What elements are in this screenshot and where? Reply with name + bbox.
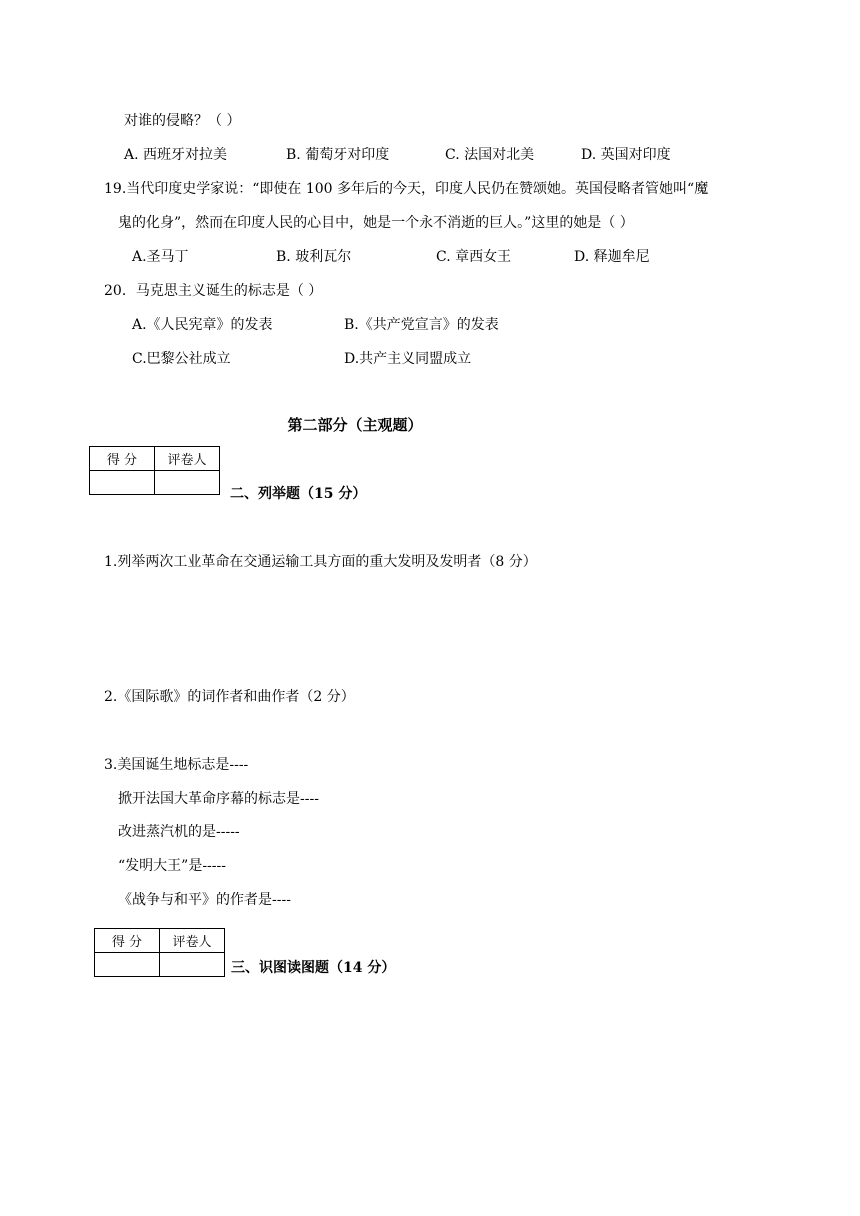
part-two-title: 第二部分（主观题） bbox=[287, 416, 423, 434]
q20-option-a: A.《人民宪章》的发表 bbox=[132, 317, 273, 333]
section2-q3-line3: 改进蒸汽机的是----- bbox=[118, 824, 240, 840]
score-label: 得 分 bbox=[95, 929, 160, 953]
q20-option-c: C.巴黎公社成立 bbox=[132, 351, 231, 367]
grader-label: 评卷人 bbox=[155, 447, 220, 471]
q19-stem-line2: 鬼的化身”，然而在印度人民的心目中，她是一个永不消逝的巨人。”这里的她是（ ） bbox=[118, 215, 634, 231]
section2-q2: 2.《国际歌》的词作者和曲作者（2 分） bbox=[104, 689, 355, 705]
section2-title: 二、列举题（15 分） bbox=[230, 486, 367, 502]
section2-q3-line4: “发明大王”是----- bbox=[118, 858, 226, 874]
q18-option-a: A. 西班牙对拉美 bbox=[124, 147, 228, 163]
q18-option-d: D. 英国对印度 bbox=[581, 147, 671, 163]
score-table-section2 bbox=[89, 446, 220, 495]
q19-option-a: A.圣马丁 bbox=[132, 249, 189, 265]
grader-cell bbox=[160, 953, 225, 977]
q19-option-c: C. 章西女王 bbox=[436, 249, 512, 265]
q20-option-b: B.《共产党宣言》的发表 bbox=[344, 317, 499, 333]
score-table-section3 bbox=[94, 928, 225, 977]
score-cell bbox=[90, 471, 155, 495]
q20-option-d: D.共产主义同盟成立 bbox=[344, 351, 472, 367]
q19-option-d: D. 释迦牟尼 bbox=[574, 249, 650, 265]
grader-label: 评卷人 bbox=[160, 929, 225, 953]
q19-stem-line1: 19.当代印度史学家说：“即使在 100 多年后的今天，印度人民仍在赞颂她。英国侵略者管她叫“魔 bbox=[104, 181, 709, 197]
q18-option-b: B. 葡萄牙对印度 bbox=[286, 147, 390, 163]
grader-cell bbox=[155, 471, 220, 495]
q18-option-c: C. 法国对北美 bbox=[445, 147, 535, 163]
section3-title: 三、识图读图题（14 分） bbox=[231, 960, 396, 976]
section2-q3-line2: 掀开法国大革命序幕的标志是---- bbox=[118, 791, 319, 807]
section2-q1: 1.列举两次工业革命在交通运输工具方面的重大发明及发明者（8 分） bbox=[104, 554, 537, 570]
q19-option-b: B. 玻利瓦尔 bbox=[276, 249, 352, 265]
score-label: 得 分 bbox=[90, 447, 155, 471]
q18-stem-continuation: 对谁的侵略？（ ） bbox=[124, 113, 241, 129]
q20-stem: 20．马克思主义诞生的标志是（ ） bbox=[104, 283, 323, 299]
score-cell bbox=[95, 953, 160, 977]
section2-q3-line5: 《战争与和平》的作者是---- bbox=[118, 892, 291, 908]
section2-q3-line1: 3.美国诞生地标志是---- bbox=[104, 757, 249, 773]
